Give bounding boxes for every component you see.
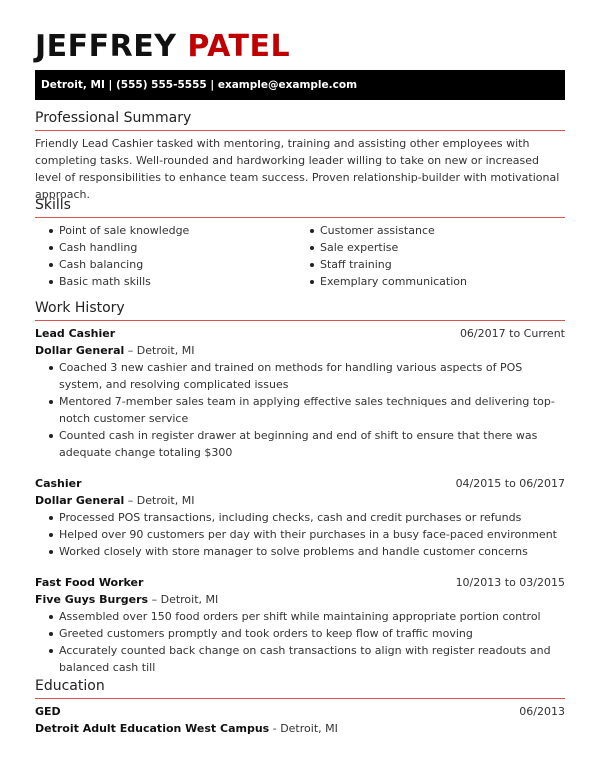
skill-item: Staff training	[310, 256, 565, 273]
job-bullet: Mentored 7-member sales team in applying effective sales techniques and delivering top-notch customer service	[49, 393, 565, 427]
job-bullet: Accurately counted back change on cash transactions to align with register readouts and balanced cash till	[49, 642, 565, 676]
skill-item: Cash balancing	[49, 256, 304, 273]
skill-item: Point of sale knowledge	[49, 222, 304, 239]
job-company: Dollar General – Detroit, MI	[35, 344, 195, 357]
section-title: Education	[35, 676, 565, 699]
summary-text: Friendly Lead Cashier tasked with mentoring, training and assisting other employees with completing tasks. Well-rounded and hardworking leader willing to take on new or increased level of responsibilities to enhance team success. Proven relationship-builder with motivational approach.	[35, 137, 560, 201]
last-name: PATEL	[187, 29, 291, 64]
job-title: Cashier	[35, 477, 82, 490]
job-company: Five Guys Burgers – Detroit, MI	[35, 593, 219, 606]
skills-list	[35, 222, 565, 290]
job-bullet: Helped over 90 customers per day with their purchases in a busy face-paced environment	[49, 526, 565, 543]
contact-bar: Detroit, MI | (555) 555-5555 | example@example.com	[35, 70, 565, 100]
job-title: Fast Food Worker	[35, 576, 144, 589]
job-dates: 04/2015 to 06/2017	[455, 477, 565, 490]
job-bullet: Worked closely with store manager to solve problems and handle customer concerns	[49, 543, 565, 560]
skill-item: Cash handling	[49, 239, 304, 256]
job-bullet: Coached 3 new cashier and trained on methods for handling various aspects of POS system, and resolving complicated issues	[49, 359, 565, 393]
job-entry	[35, 325, 565, 461]
section-title: Work History	[35, 298, 565, 321]
degree: GED	[35, 705, 61, 718]
job-dates: 06/2017 to Current	[459, 327, 565, 340]
job-bullet: Greeted customers promptly and took orders to keep flow of traffic moving	[49, 625, 565, 642]
skill-item: Customer assistance	[310, 222, 565, 239]
candidate-name	[35, 29, 290, 65]
skill-item: Exemplary communication	[310, 273, 565, 290]
job-bullet: Processed POS transactions, including checks, cash and credit purchases or refunds	[49, 509, 565, 526]
job-entry	[35, 574, 565, 676]
job-company: Dollar General – Detroit, MI	[35, 494, 195, 507]
skills-section	[35, 195, 565, 290]
education-section	[35, 676, 565, 737]
job-title: Lead Cashier	[35, 327, 116, 340]
school: Detroit Adult Education West Campus - Detroit, MI	[35, 722, 338, 735]
skill-item: Sale expertise	[310, 239, 565, 256]
work-history-section	[35, 298, 565, 676]
section-title: Professional Summary	[35, 108, 565, 131]
job-dates: 10/2013 to 03/2015	[455, 576, 565, 589]
job-entry	[35, 475, 565, 560]
job-bullet: Counted cash in register drawer at beginning and end of shift to ensure that there was adequate change totaling $300	[49, 427, 565, 461]
skill-item: Basic math skills	[49, 273, 304, 290]
section-title: Skills	[35, 195, 565, 218]
skills-column-left	[35, 222, 304, 290]
summary-section	[35, 108, 565, 203]
job-bullet: Assembled over 150 food orders per shift while maintaining appropriate portion control	[49, 608, 565, 625]
education-date: 06/2013	[519, 705, 565, 718]
first-name: JEFFREY	[35, 29, 177, 64]
skills-column-right	[304, 222, 565, 290]
